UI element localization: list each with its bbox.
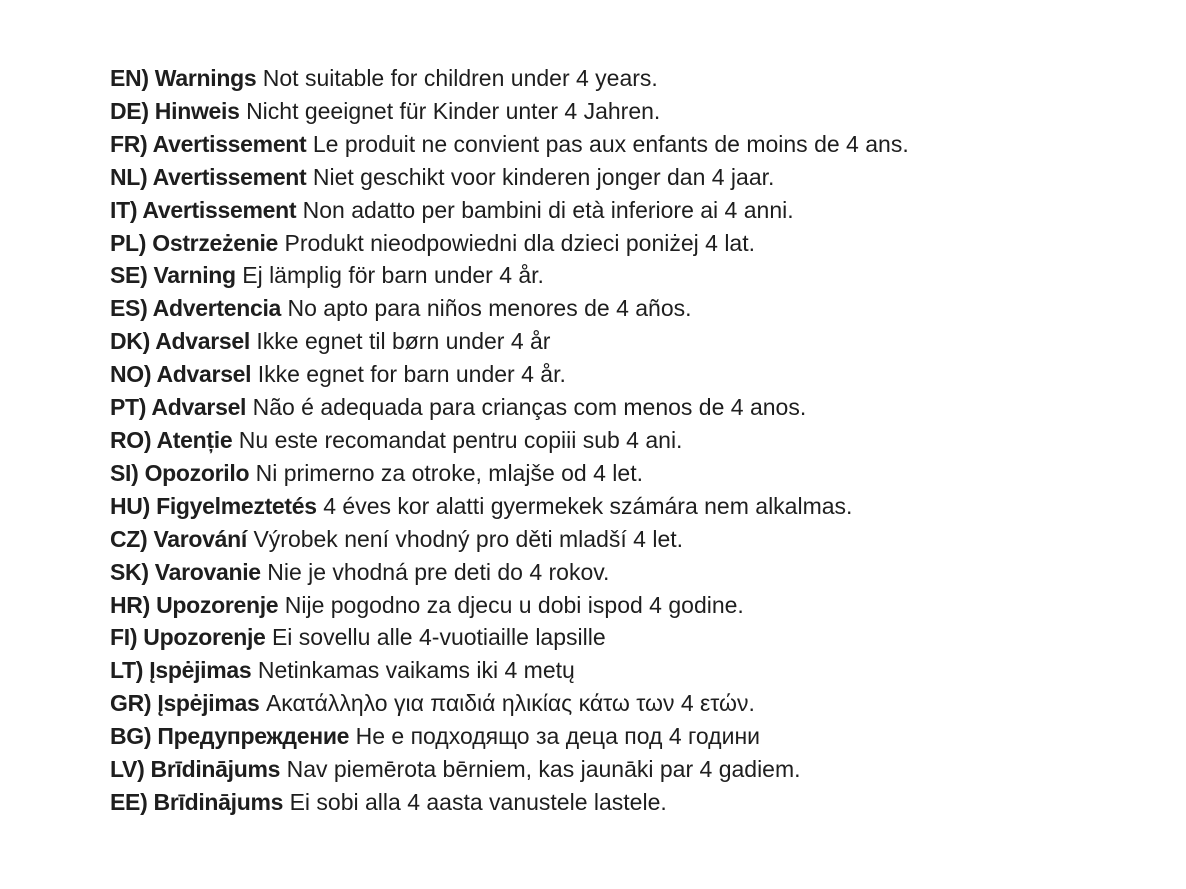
warning-line: [110, 720, 1130, 753]
warning-line: [110, 95, 1130, 128]
language-heading: EN) Warnings: [110, 65, 257, 91]
language-heading: GR) Įspėjimas: [110, 690, 260, 717]
warning-line: [110, 753, 1130, 786]
warning-text: Netinkamas vaikams iki 4 metų: [257, 657, 575, 684]
warning-text: Not suitable for children under 4 years.: [262, 65, 658, 91]
warning-text: Ej lämplig för barn under 4 år.: [242, 262, 544, 289]
warning-line: [110, 556, 1130, 589]
warning-line: [110, 687, 1130, 720]
warning-line: [110, 325, 1130, 358]
warning-line: [110, 161, 1130, 194]
warning-line: [110, 457, 1130, 490]
warning-line: [110, 621, 1130, 654]
language-heading: SK) Varovanie: [110, 558, 261, 585]
warning-text: Não é adequada para crianças com menos de 4 anos.: [252, 394, 807, 421]
warning-text: Не е подходящо за деца под 4 години: [355, 723, 760, 750]
warning-line: [110, 292, 1130, 325]
warning-text: Ei sovellu alle 4-vuotiaille lapsille: [271, 624, 606, 651]
warning-text: Nicht geeignet für Kinder unter 4 Jahren.: [246, 97, 661, 124]
language-heading: CZ) Varování: [110, 525, 247, 552]
language-heading: BG) Предупреждение: [110, 723, 350, 750]
warning-text: Ακατάλληλο για παιδιά ηλικίας κάτω των 4 ετών.: [265, 690, 755, 717]
warning-text: Nie je vhodná pre deti do 4 rokov.: [267, 558, 610, 585]
warning-text: Ikke egnet til børn under 4 år: [256, 328, 551, 355]
warning-text: Non adatto per bambini di età inferiore ai 4 anni.: [302, 196, 794, 223]
warning-line: [110, 490, 1130, 523]
warning-line: [110, 391, 1130, 424]
warning-text: Nu este recomandat pentru copiii sub 4 ani.: [238, 426, 683, 453]
warning-text: Nav piemērota bērniem, kas jaunāki par 4 gadiem.: [286, 756, 801, 783]
warning-text: Ikke egnet for barn under 4 år.: [257, 361, 566, 388]
language-heading: LV) Brīdinājums: [110, 756, 281, 783]
language-heading: DE) Hinweis: [110, 97, 240, 124]
language-heading: NO) Advarsel: [110, 361, 252, 388]
language-heading: RO) Atenție: [110, 426, 233, 453]
warning-line: [110, 227, 1130, 260]
language-heading: PL) Ostrzeżenie: [110, 229, 279, 256]
warning-line: [110, 589, 1130, 622]
warning-line: [110, 62, 1130, 95]
language-heading: DK) Advarsel: [110, 328, 250, 355]
language-heading: PT) Advarsel: [110, 394, 247, 421]
warning-text: No apto para niños menores de 4 años.: [287, 295, 692, 322]
language-heading: LT) Įspėjimas: [110, 657, 252, 684]
warning-text: Produkt nieodpowiedni dla dzieci poniżej 4 lat.: [284, 229, 756, 256]
warning-line: [110, 259, 1130, 292]
language-heading: SI) Opozorilo: [110, 459, 250, 486]
language-heading: FI) Upozorenje: [110, 624, 266, 651]
warning-text: Ei sobi alla 4 aasta vanustele lastele.: [289, 788, 667, 815]
warning-line: [110, 128, 1130, 161]
language-heading: HR) Upozorenje: [110, 591, 279, 618]
language-heading: FR) Avertissement: [110, 130, 307, 157]
warning-text: Ni primerno za otroke, mlajše od 4 let.: [255, 459, 643, 486]
language-heading: EE) Brīdinājums: [110, 788, 284, 815]
language-heading: SE) Varning: [110, 262, 236, 289]
warning-line: [110, 194, 1130, 227]
warning-line: [110, 358, 1130, 391]
warning-line: [110, 786, 1130, 819]
warnings-block: [110, 62, 1130, 819]
language-heading: IT) Avertissement: [110, 196, 297, 223]
warning-text: Nije pogodno za djecu u dobi ispod 4 godine.: [284, 591, 744, 618]
warning-line: [110, 654, 1130, 687]
warning-text: Le produit ne convient pas aux enfants de moins de 4 ans.: [312, 130, 909, 157]
language-heading: NL) Avertissement: [110, 163, 307, 190]
warning-text: Výrobek není vhodný pro děti mladší 4 let.: [253, 525, 684, 552]
warning-line: [110, 424, 1130, 457]
language-heading: ES) Advertencia: [110, 295, 282, 322]
warning-text: Niet geschikt voor kinderen jonger dan 4 jaar.: [312, 163, 775, 190]
language-heading: HU) Figyelmeztetés: [110, 492, 317, 519]
warning-line: [110, 523, 1130, 556]
warning-text: 4 éves kor alatti gyermekek számára nem alkalmas.: [323, 492, 853, 519]
